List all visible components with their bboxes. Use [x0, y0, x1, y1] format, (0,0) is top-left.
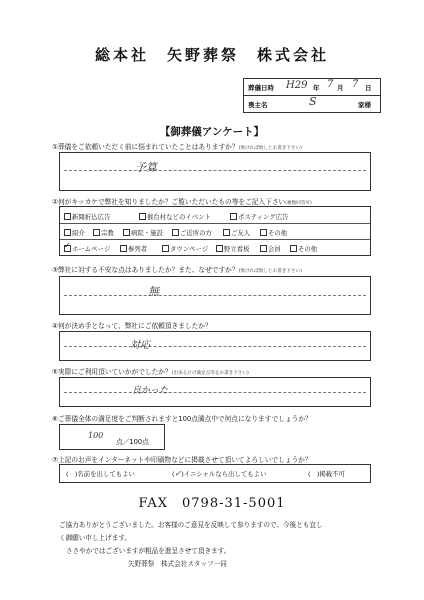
- option-label: 野立看板: [224, 245, 250, 253]
- q2-number: ②: [52, 198, 58, 206]
- option-label: 催台村などのイベント: [147, 213, 211, 221]
- q7-number: ⑦: [52, 456, 58, 464]
- option-label: 宗教: [101, 229, 114, 237]
- q2-option-other-2[interactable]: [290, 244, 317, 253]
- option-label: その他: [298, 245, 318, 253]
- option-label: 会員: [268, 245, 281, 253]
- checkbox-icon: [172, 229, 179, 236]
- q7-option-name-ok[interactable]: ( )名前を出してもよい: [66, 470, 135, 478]
- q7-option-initial-ok[interactable]: (✓)イニシャルなら出してもよい: [172, 469, 267, 478]
- q5-text: 実際にご利用頂いていかがでしたか？: [58, 368, 172, 376]
- q4-question: [52, 320, 212, 330]
- checkbox-icon: [260, 245, 267, 252]
- option-label: ご友人: [231, 229, 251, 237]
- checkbox-checked-icon: [64, 245, 71, 252]
- q6-score-suffix: 点／100点: [116, 438, 149, 446]
- q2-option-posting[interactable]: [230, 212, 288, 221]
- checkbox-icon: [93, 229, 100, 236]
- company-title: 総本社 矢野葬祭 株式会社: [94, 46, 329, 64]
- checkbox-icon: [123, 229, 130, 236]
- year-suffix: 年: [313, 84, 320, 92]
- option-label: 名前を出してもよい: [77, 470, 135, 478]
- q7-text: 上記のお声をインターネットや印刷物などに掲載させて頂いてよろしいでしょうか？: [58, 456, 312, 464]
- q6-score: 100: [88, 431, 104, 440]
- option-label: 掲載不可: [319, 470, 345, 478]
- q1-answer: 予算: [135, 161, 157, 174]
- checkbox-icon: [223, 229, 230, 236]
- day-value: 7: [352, 79, 359, 90]
- q6-number: ⑥: [52, 415, 58, 423]
- chief-value: S: [309, 95, 317, 108]
- q5-number: ⑤: [52, 368, 58, 376]
- q2-row-divider: [60, 223, 370, 224]
- chief-mourner-row: [244, 96, 380, 112]
- checkbox-icon: [162, 245, 169, 252]
- q7-question: [52, 454, 312, 464]
- q1-guide-line: [64, 170, 366, 171]
- q2-option-attendee[interactable]: [120, 244, 147, 253]
- day-suffix: 日: [365, 84, 372, 92]
- checkbox-icon: [64, 213, 71, 220]
- q7-options-box: [59, 464, 371, 483]
- option-label: 紹介: [72, 229, 85, 237]
- q5-guide-line: [64, 392, 366, 393]
- q2-row-divider: [60, 239, 370, 240]
- q1-text: 葬儀をご依頼いただく前に悩まれていたことはありますか？: [58, 143, 239, 151]
- q2-option-newspaper[interactable]: [64, 212, 110, 221]
- option-label: タウンページ: [170, 245, 209, 253]
- checkbox-icon: [290, 245, 297, 252]
- closing-line-2: く御願い申し上げます。: [59, 534, 132, 542]
- household-suffix: 家様: [358, 101, 371, 109]
- checkbox-icon: [216, 245, 223, 252]
- option-label: 新聞折込広告: [72, 213, 111, 221]
- q3-answer: 無: [148, 285, 159, 298]
- q5-answer: 良かった: [132, 386, 169, 396]
- form-title: 【御葬儀アンケート】: [159, 126, 265, 138]
- q2-option-other-1[interactable]: [260, 228, 287, 237]
- month-suffix: 月: [337, 84, 344, 92]
- q4-answer-box[interactable]: [59, 331, 371, 361]
- closing-line-1: ご協力ありがとうございました。お客様のご意見を反映して参りますので、今後とも宜し: [59, 521, 323, 529]
- q5-answer-box[interactable]: [59, 377, 371, 407]
- q2-option-friend[interactable]: [223, 228, 250, 237]
- q4-guide-line: [64, 346, 366, 347]
- q3-number: ③: [52, 266, 58, 274]
- q2-options-box: [59, 206, 371, 256]
- checkbox-icon: [260, 229, 267, 236]
- q3-note: (無ければ無しとお書き下さい): [238, 269, 302, 274]
- option-label: ポスティング広告: [238, 213, 289, 221]
- chief-label: 喪主名: [248, 101, 268, 109]
- q4-answer: 対応: [130, 340, 150, 351]
- checkbox-icon: [120, 245, 127, 252]
- q2-option-religion[interactable]: [93, 228, 114, 237]
- q3-text: 弊社に対する不安な点はありましたか？また、なぜですか？: [58, 266, 239, 274]
- q2-option-signboard[interactable]: [216, 244, 250, 253]
- funeral-info-box: [243, 78, 381, 113]
- q6-score-box[interactable]: [59, 424, 165, 450]
- closing-signature: 矢野葬祭 株式会社スタッフ一同: [128, 560, 227, 568]
- option-label: ご近所の方: [180, 229, 212, 237]
- option-label: ホームページ: [72, 245, 111, 253]
- q5-question: [52, 366, 249, 376]
- q2-option-referral[interactable]: [64, 228, 85, 237]
- q6-text: ご葬儀全体の満足度をご判断されますと100点満点中で何点になりますでしょうか？: [58, 415, 312, 423]
- checkbox-icon: [139, 213, 146, 220]
- fax-number: FAX 0798-31-5001: [138, 496, 286, 511]
- q2-text: 何がキッカケで弊社を知りましたか？ご覧いただいたもの等をご記入下さい: [58, 198, 286, 206]
- q1-answer-box[interactable]: [59, 152, 371, 191]
- era-value: H29: [286, 80, 308, 91]
- q2-option-townpage[interactable]: [162, 244, 208, 253]
- date-label: 葬儀日時: [248, 84, 274, 92]
- month-value: 7: [327, 79, 334, 90]
- q2-option-event[interactable]: [139, 212, 211, 221]
- q4-text: 何が決め手となって、弊社にご依頼頂きましたか？: [58, 322, 212, 330]
- checkbox-icon: [64, 229, 71, 236]
- q2-option-member[interactable]: [260, 244, 281, 253]
- q2-note: (複数回答可): [285, 201, 312, 206]
- q5-note: (出来るだけ満足点等をお書き下さい): [171, 371, 249, 376]
- option-label: その他: [268, 229, 288, 237]
- option-label: イニシャルなら出してもよい: [183, 470, 267, 478]
- q7-option-not-allowed[interactable]: ( )掲載不可: [308, 470, 345, 478]
- funeral-date-row: [244, 79, 380, 96]
- q3-question: [52, 264, 302, 274]
- q1-note: (無ければ無しとお書き下さい): [238, 146, 302, 151]
- option-label: 病院・施設: [131, 229, 163, 237]
- q2-option-homepage[interactable]: [64, 244, 110, 253]
- option-label: 参列者: [128, 245, 148, 253]
- q1-number: ①: [52, 143, 58, 151]
- q6-question: [52, 413, 312, 423]
- q3-answer-box[interactable]: [59, 276, 371, 315]
- check-mark-icon: ✓: [174, 469, 182, 478]
- q3-guide-line: [64, 295, 366, 296]
- q1-question: [52, 141, 302, 151]
- q4-number: ④: [52, 322, 58, 330]
- checkbox-icon: [230, 213, 237, 220]
- q2-option-neighbor[interactable]: [172, 228, 212, 237]
- closing-line-3: ささやかではございますが粗品を進呈させて頂きます。: [66, 547, 231, 555]
- q2-option-hospital[interactable]: [123, 228, 163, 237]
- q2-question: [52, 196, 312, 206]
